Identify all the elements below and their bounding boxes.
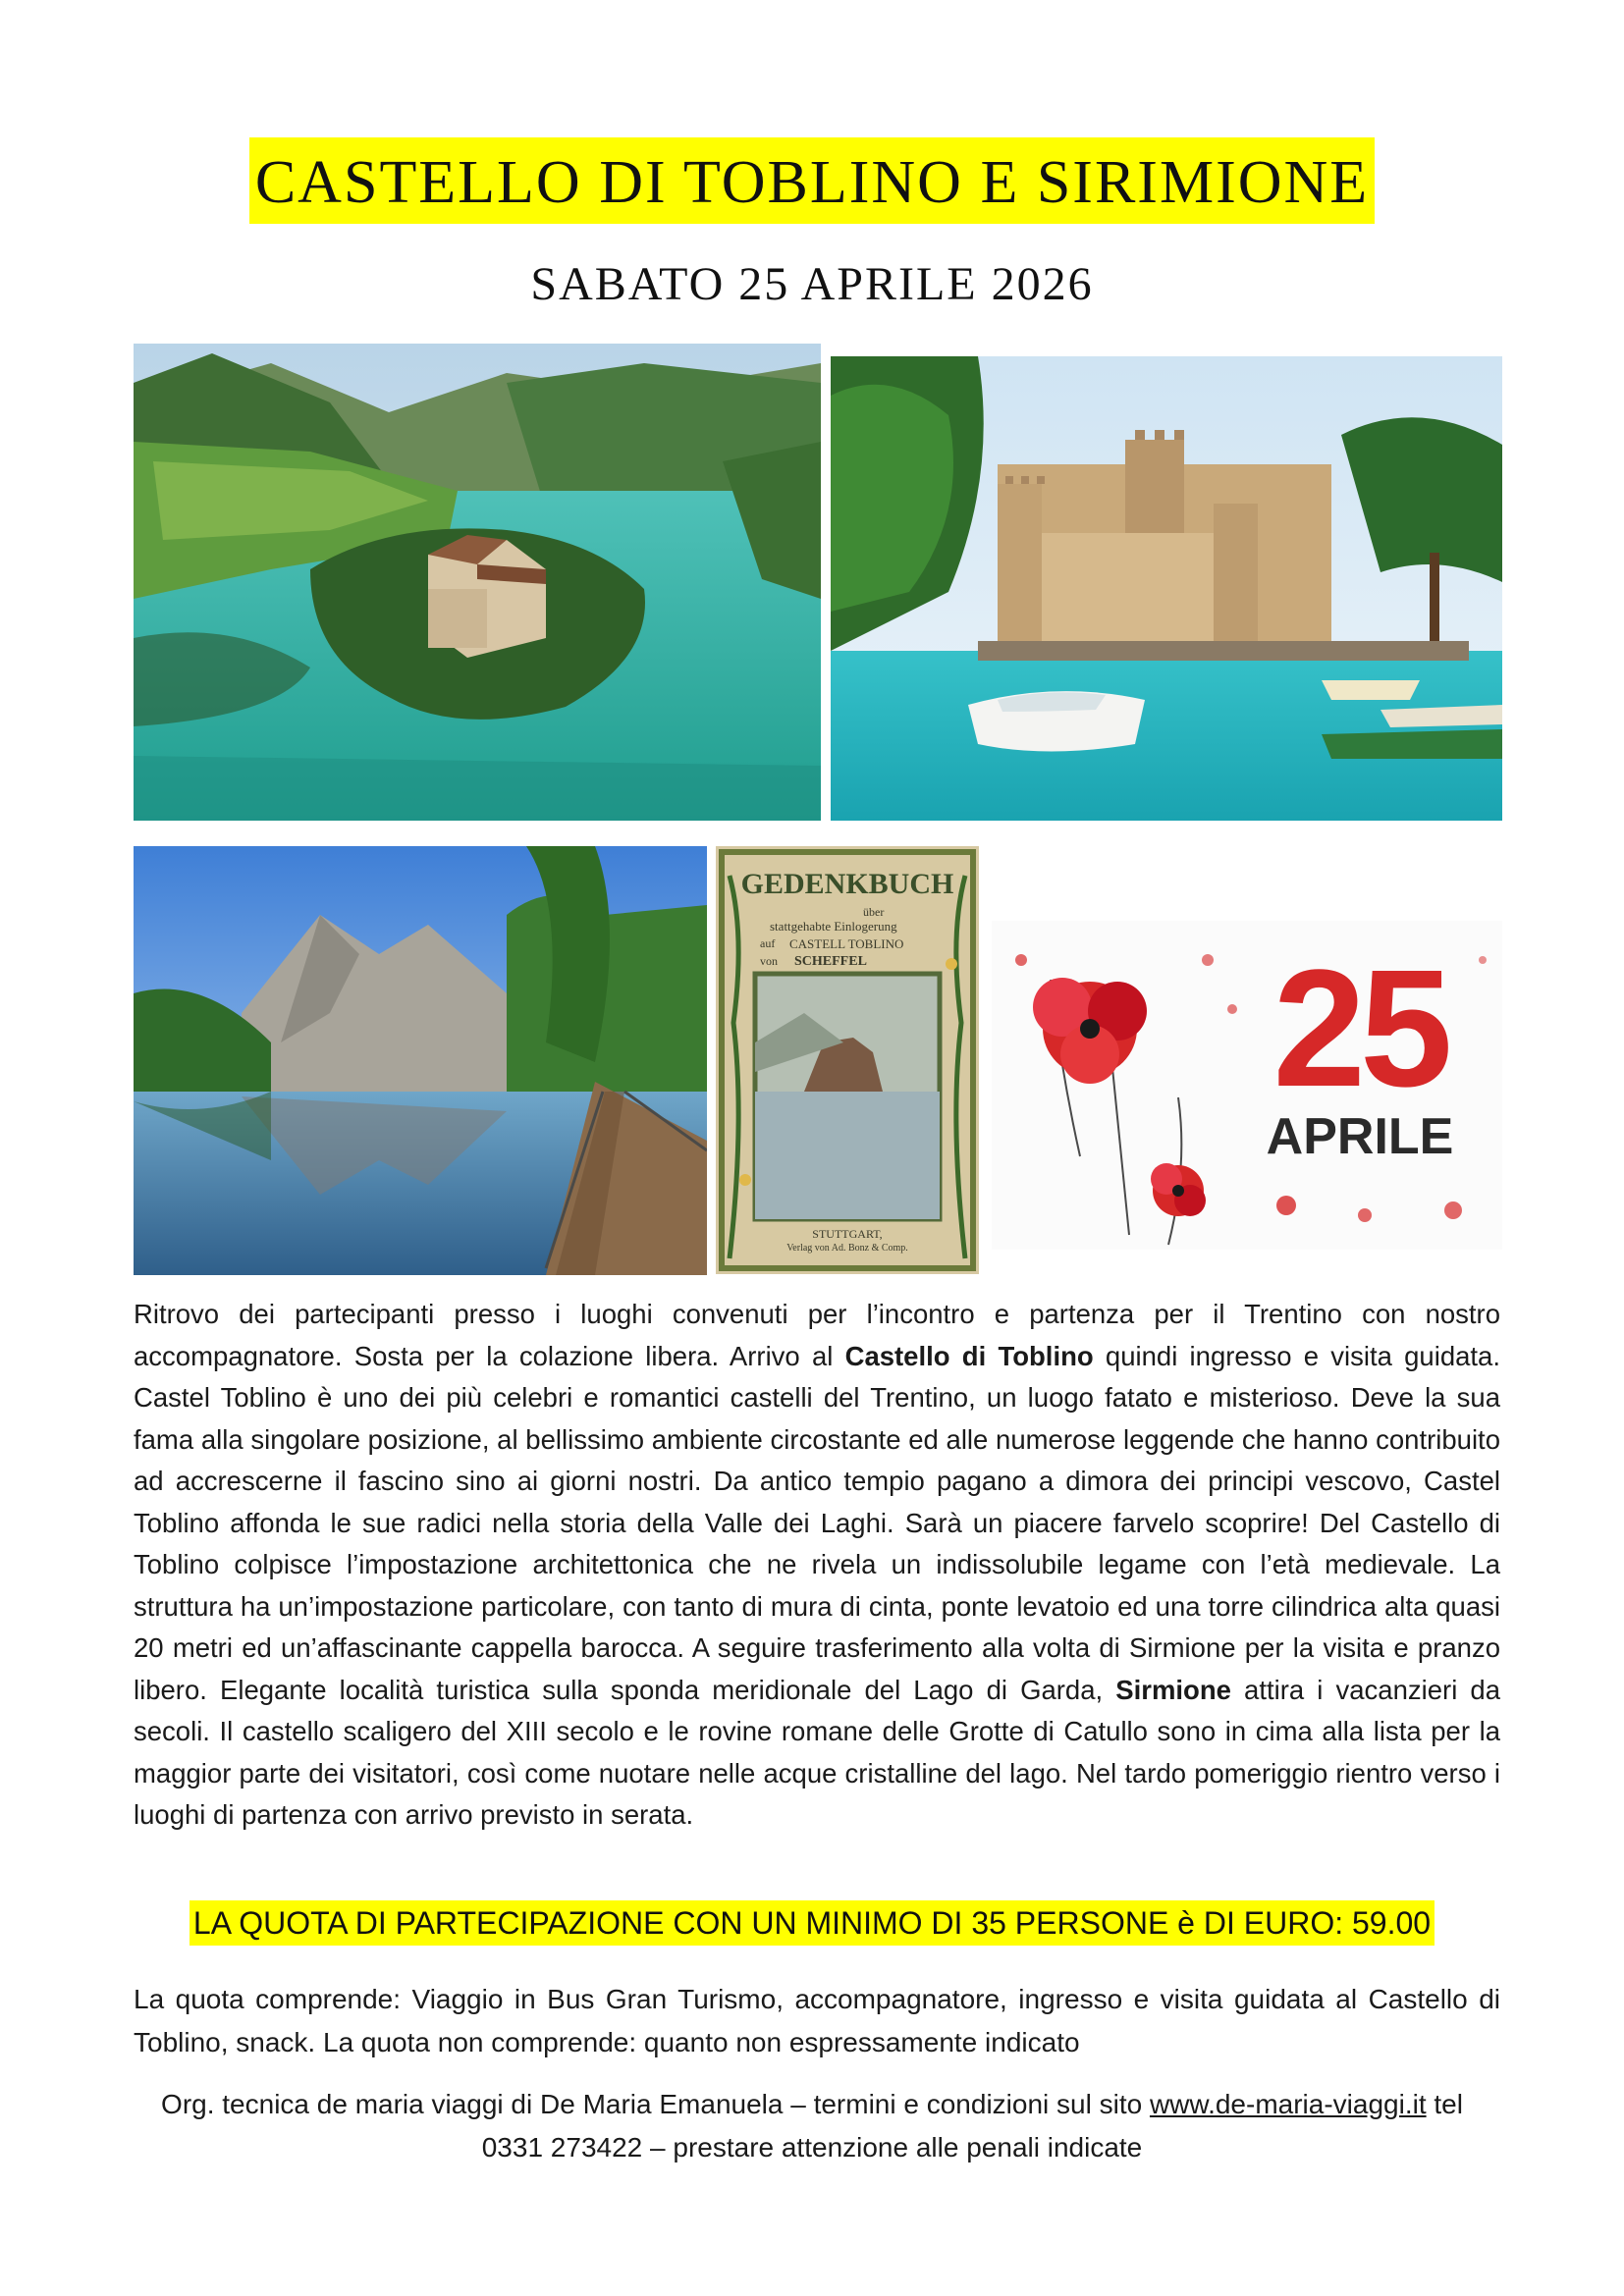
description-part-3: attira i vacanzieri da secoli. Il castello scaligero del XIII secolo e le rovine romane delle Grotte di Catullo sono in cima alla lista per la maggior parte dei visitatori, così come nuotare nelle acque cristalline del lago. Nel tardo pomeriggio rientro verso i luoghi di partenza con arrivo previsto in serata. (134, 1674, 1500, 1830)
sirmione-bold: Sirmione (1115, 1674, 1231, 1705)
includes-text: La quota comprende: Viaggio in Bus Gran Turismo, accompagnatore, ingresso e visita guidata al Castello di Toblino, snack. La quota non comprende: quanto non espressamente indicato (134, 1984, 1500, 2057)
book-cover-illustration (716, 846, 979, 1274)
tour-description (134, 1294, 1500, 1837)
castello-toblino-bold: Castello di Toblino (844, 1340, 1094, 1371)
book-line-5: von (760, 954, 778, 968)
date-subtitle: SABATO 25 APRILE 2026 (530, 258, 1094, 310)
organizer-footer (147, 2083, 1477, 2169)
title-block (0, 137, 1624, 224)
castle-lake-illustration (134, 344, 821, 821)
footer-text-after: tel 0331 273422 – prestare attenzione alle penali indicate (481, 2089, 1463, 2163)
book-title: GEDENKBUCH (740, 868, 954, 900)
book-line-3: auf (760, 936, 776, 950)
description-part-2: quindi ingresso e visita guidata. Castel Toblino è uno dei più celebri e romantici castelli del Trentino, un luogo fatato e misterioso. Deve la sua fama alla singolare posizione, al bellissimo ambiente circostante ed alle numerose leggende che hanno contribuito ad accrescerne il fascino sino ai giorni nostri. Da antico tempio pagano a dimora dei principi vescovo, Castel Toblino affonda le sue radici nella storia della Valle dei Laghi. Sarà un piacere farvelo scoprire! Del Castello di Toblino colpisce l’impostazione architettonica che ne rivela un indissolubile legame con l’età medievale. La struttura ha un’impostazione particolare, con tanto di mura di cinta, ponte levatoio ed una torre cilindrica alta quasi 20 metri ed un’affascinante cappella barocca. A seguire trasferimento alla volta di Sirmione per la visita e pranzo libero. Elegante località turistica sulla sponda meridionale del Lago di Garda, (134, 1340, 1500, 1705)
castle-lake-photo (134, 344, 821, 821)
description-part-1: Ritrovo dei partecipanti presso i luoghi convenuti per l’incontro e partenza per il Trentino con nostro accompagnatore. Sosta per la colazione libera. Arrivo al (134, 1299, 1500, 1371)
page-title: CASTELLO DI TOBLINO E SIRIMIONE (249, 137, 1375, 224)
sirmione-castle-photo (831, 356, 1502, 821)
price-block (0, 1900, 1624, 1946)
book-line-1: über (863, 905, 885, 919)
website-link[interactable]: www.de-maria-viaggi.it (1149, 2089, 1427, 2119)
book-footer-2: Verlag von Ad. Bonz & Comp. (786, 1243, 908, 1254)
gedenkbuch-book-photo (716, 846, 979, 1274)
book-line-4: CASTELL TOBLINO (789, 936, 904, 951)
footer-text-before: Org. tecnica de maria viaggi di De Maria Emanuela – termini e condizioni sul sito (161, 2089, 1150, 2119)
25-aprile-poster (992, 921, 1502, 1250)
book-line-2: stattgehabte Einlogerung (770, 919, 897, 934)
book-footer-1: STUTTGART, (812, 1227, 883, 1241)
walkway-illustration (134, 846, 707, 1275)
lake-walkway-photo (134, 846, 707, 1275)
price-text: LA QUOTA DI PARTECIPAZIONE CON UN MINIMO DI 35 PERSONE è DI EURO: 59.00 (189, 1900, 1435, 1946)
sirmione-illustration (831, 356, 1502, 821)
poster-word: APRILE (1266, 1108, 1454, 1165)
book-line-6: SCHEFFEL (794, 954, 867, 969)
poster-number: 25 (1272, 935, 1447, 1122)
